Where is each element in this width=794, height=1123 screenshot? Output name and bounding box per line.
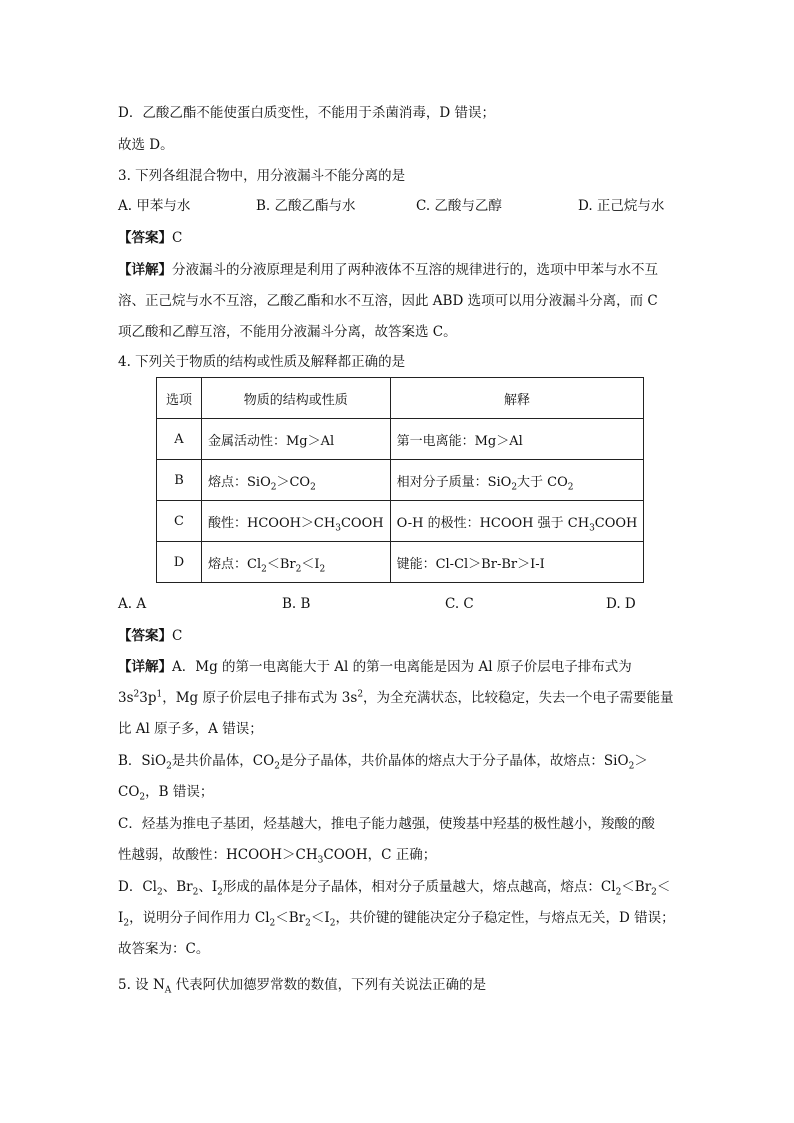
q4-detail-c-2 [118,845,436,865]
text: 酸性：HCOOH＞CH [208,515,336,531]
answer-label: 【答案】 [118,230,172,246]
table-row [157,501,644,542]
text: ＞ [634,753,648,769]
prev-answer-d-note: D．乙酸乙酯不能使蛋白质变性，不能用于杀菌消毒，D 错误； [118,105,495,121]
q4-detail-a-1 [118,657,632,677]
text: B．SiO [118,753,167,769]
table-row [157,542,644,583]
text: 3s [118,690,134,706]
text: ，Mg 原子价层电子排布式为 3s [162,690,358,706]
row-property: 金属活动性：Mg＞Al [202,419,391,460]
text: ＜I [301,556,320,572]
header-property: 物质的结构或性质 [202,378,391,419]
text: 是分子晶体，共价晶体的熔点大于分子晶体，故熔点：SiO [279,753,629,769]
subscript: 2 [261,564,267,575]
prev-answer-choice: 故选 D。 [118,137,174,153]
q4-detail-c-1: C．烃基为推电子基团，烃基越大，推电子能力越强，使羧基中羟基的极性越小，羧酸的酸 [118,816,655,832]
row-property [202,542,391,583]
q4-detail-d-1 [118,877,670,897]
text: COOH [340,515,384,531]
subscript: 2 [269,918,276,929]
q5-stem [118,975,486,995]
subscript: 2 [310,482,316,493]
text: ＞CO [276,474,311,490]
q4-option-b: B. B [282,596,311,612]
q3-option-b: B. 乙酸乙酯与水 [256,198,356,214]
text: 代表阿伏加德罗常数的数值，下列有关说法正确的是 [171,977,487,993]
q4-option-a: A. A [118,596,147,612]
q4-stem: 4. 下列关于物质的结构或性质及解释都正确的是 [118,354,406,370]
subscript: 2 [305,918,311,929]
q3-stem: 3. 下列各组混合物中，用分液漏斗不能分离的是 [118,168,406,184]
text: 相对分子质量：SiO [396,474,512,490]
q3-option-d: D. 正己烷与水 [578,198,665,214]
text: 5. 设 N [118,977,165,993]
q4-option-d: D. D [606,596,636,612]
text: 熔点：Cl [208,556,262,572]
text: ，共价键的键能决定分子稳定性，与熔点无关，D 错误； [335,910,675,926]
q4-detail-final: 故答案为：C。 [118,941,210,957]
row-option: A [157,419,202,460]
text: 形成的晶体是分子晶体，相对分子质量越大，熔点越高，熔点：Cl [222,879,616,895]
q3-detail-line-2: 溶、正己烷与水不互溶，乙酸乙酯和水不互溶，因此 ABD 选项可以用分液漏斗分离，而 C [118,293,658,309]
text: ＜Br [266,556,296,572]
header-explanation: 解释 [390,378,644,419]
q3-option-c: C. 乙酸与乙醇 [416,198,502,214]
table-row [157,460,644,501]
row-explanation [390,501,644,542]
text: ＜I [310,910,330,926]
text: 、I [198,879,218,895]
subscript: 2 [511,482,518,493]
superscript: 1 [156,689,163,700]
text: 熔点：SiO [208,474,271,490]
detail-label: 【详解】 [118,262,172,278]
subscript: 3 [589,523,595,534]
answer-label: 【答案】 [118,628,172,644]
superscript: 2 [133,689,140,700]
subscript: 2 [139,792,146,803]
subscript: 2 [295,564,302,575]
text: CO [118,784,140,800]
detail-label: 【详解】 [118,659,172,675]
q4-detail-b-2 [118,782,213,802]
text: ＜Br [621,879,652,895]
text: COOH [594,515,638,531]
text: O-H 的极性：HCOOH 强于 CH [396,515,590,531]
q4-answer [118,626,182,646]
subscript: 2 [156,887,163,898]
row-explanation [390,460,644,501]
q4-table [156,377,644,583]
subscript: 2 [329,918,336,929]
q3-answer [118,228,182,248]
text: 性越弱，故酸性：HCOOH＞CH [118,847,318,863]
table-row [157,419,644,460]
subscript: A [164,985,172,996]
q3-detail-line-1 [118,260,658,280]
subscript: 2 [628,761,635,772]
subscript: 2 [192,887,199,898]
text: I [118,910,124,926]
text: ，说明分子间作用力 Cl [129,910,270,926]
subscript: 2 [166,761,172,772]
row-property [202,501,391,542]
subscript: 2 [123,918,130,929]
subscript: 2 [274,761,280,772]
text: ＜ [656,879,671,895]
row-option: C [157,501,202,542]
text: 大于 CO [517,474,568,490]
text: D．Cl [118,879,157,895]
detail-text: A．Mg 的第一电离能大于 Al 的第一电离能是因为 Al 原子价层电子排布式为 [172,659,632,675]
text: 3p [139,690,157,706]
subscript: 2 [319,564,326,575]
q4-detail-d-2 [118,908,675,928]
q3-option-a: A. 甲苯与水 [118,198,191,214]
text: ，为全充满状态，比较稳定，失去一个电子需要能量 [363,690,674,706]
row-property [202,460,391,501]
subscript: 2 [567,482,574,493]
header-option: 选项 [157,378,202,419]
q4-detail-b-1 [118,751,648,771]
q4-detail-a-3: 比 Al 原子多，A 错误； [118,721,263,737]
q4-option-c: C. C [445,596,474,612]
text: ＜Br [275,910,306,926]
text: ，B 错误； [145,784,214,800]
table-header-row [157,378,644,419]
q4-detail-a-2 [118,688,674,708]
answer-value: C [172,628,183,644]
subscript: 2 [217,887,223,898]
subscript: 3 [317,855,324,866]
row-explanation: 键能：Cl-Cl＞Br-Br＞I-I [390,542,644,583]
subscript: 2 [615,887,622,898]
row-explanation: 第一电离能：Mg＞Al [390,419,644,460]
text: 是共价晶体，CO [171,753,275,769]
row-option: D [157,542,202,583]
superscript: 2 [357,689,364,700]
row-option: B [157,460,202,501]
detail-text: 分液漏斗的分液原理是利用了两种液体不互溶的规律进行的，选项中甲苯与水不互 [172,262,658,278]
answer-value: C [172,230,183,246]
subscript: 2 [651,887,657,898]
text: 、Br [162,879,193,895]
subscript: 2 [270,482,277,493]
q3-detail-line-3: 项乙酸和乙醇互溶，不能用分液漏斗分离，故答案选 C。 [118,324,457,340]
text: COOH，C 正确； [323,847,437,863]
subscript: 3 [335,523,341,534]
